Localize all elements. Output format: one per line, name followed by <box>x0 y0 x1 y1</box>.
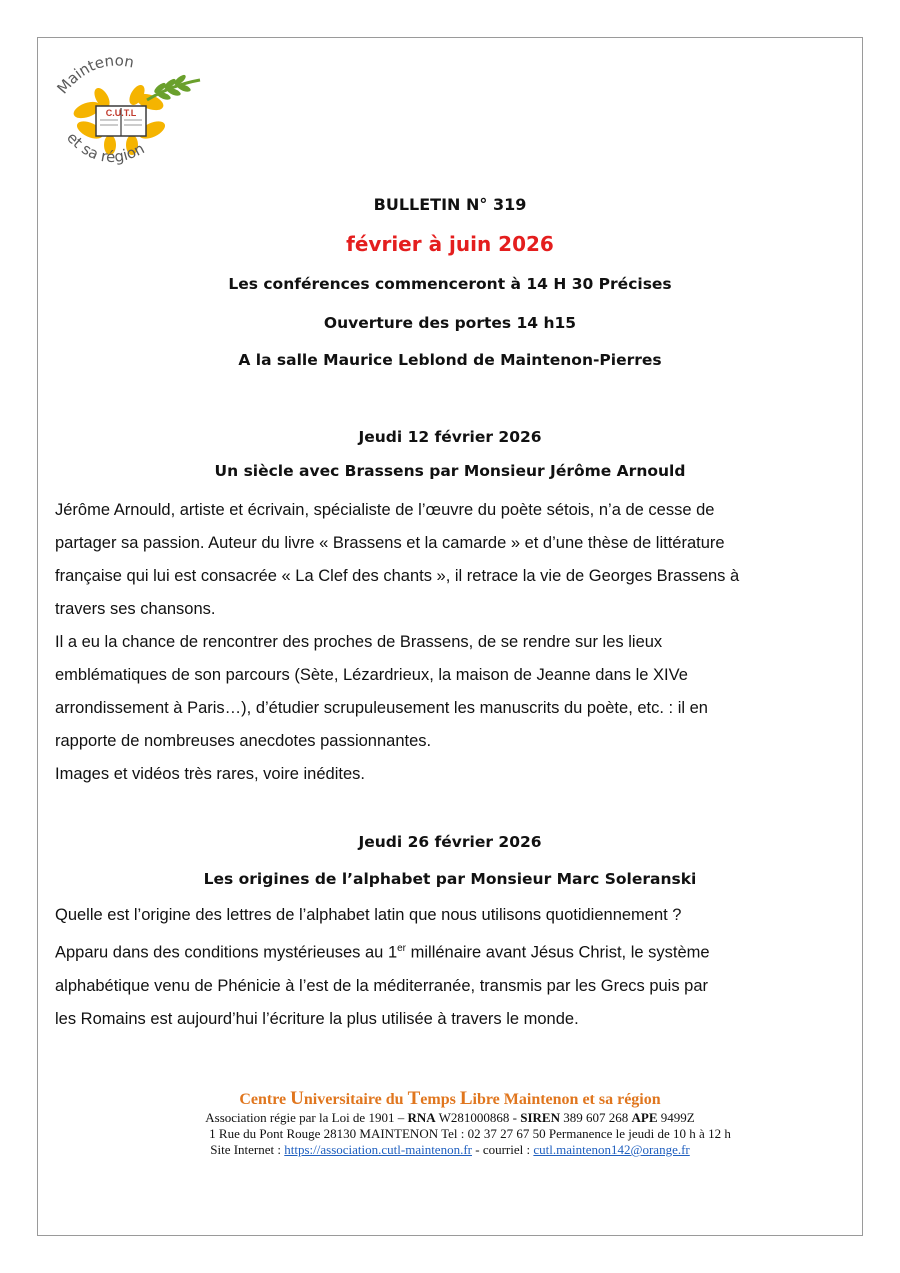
logo-top-text: Maintenon <box>53 51 136 98</box>
event-1-line: Il a eu la chance de rencontrer des proches de Brassens, de se rendre sur les lieux <box>55 633 663 651</box>
event-2-date: Jeudi 26 février 2026 <box>358 833 542 851</box>
event-2-line <box>55 932 845 970</box>
footer-title-part: niversitaire du <box>303 1091 408 1108</box>
event-2-line: Quelle est l’origine des lettres de l’alphabet latin que nous utilisons quotidiennement ? <box>55 906 682 924</box>
footer-title-part: ibre Maintenon et sa région <box>472 1091 661 1108</box>
event-1-line: Images et vidéos très rares, voire inédites. <box>55 765 365 783</box>
footer-organization-name <box>0 1088 900 1110</box>
footer-text: - courriel : <box>472 1142 534 1157</box>
event-1-line: travers ses chansons. <box>55 600 216 618</box>
event-1-line: française qui lui est consacrée « La Clef des chants », il retrace la vie de Georges Brassens à <box>55 567 740 585</box>
website-link[interactable]: https://association.cutl-maintenon.fr <box>284 1142 472 1157</box>
footer-text: Site Internet : <box>210 1142 285 1157</box>
book-icon <box>96 106 146 136</box>
siren-label: SIREN <box>520 1110 560 1125</box>
footer-address-line: 1 Rue du Pont Rouge 28130 MAINTENON Tel : 02 37 27 67 50 Permanence le jeudi de 10 h à 12 h <box>209 1126 731 1141</box>
rna-value: W281000868 - <box>435 1110 521 1125</box>
logo-book-label: C.U.T.L <box>105 108 137 118</box>
event-1-title: Un siècle avec Brassens par Monsieur Jérôme Arnould <box>214 462 686 480</box>
event-1-date: Jeudi 12 février 2026 <box>358 428 542 446</box>
logo-bottom-text: et sa région <box>63 128 148 167</box>
ape-value: 9499Z <box>657 1110 695 1125</box>
leaf-icon <box>147 73 200 101</box>
footer-title-initial: L <box>459 1088 473 1109</box>
cutl-logo <box>52 50 202 175</box>
event-2-line: les Romains est aujourd’hui l’écriture la plus utilisée à travers le monde. <box>55 1009 579 1028</box>
event-2-line-part: Apparu dans des conditions mystérieuses au 1 <box>55 943 398 962</box>
bulletin-period: février à juin 2026 <box>346 232 554 256</box>
footer-title-part: emps <box>420 1091 460 1108</box>
event-2-title: Les origines de l’alphabet par Monsieur Marc Soleranski <box>203 870 697 888</box>
email-link[interactable]: cutl.maintenon142@orange.fr <box>533 1142 690 1157</box>
footer-text: Association régie par la Loi de 1901 – <box>205 1110 408 1125</box>
venue-note: A la salle Maurice Leblond de Maintenon-Pierres <box>238 351 662 369</box>
event-2-line: alphabétique venu de Phénicie à l’est de la méditerranée, transmis par les Grecs puis par <box>55 976 709 995</box>
event-1-line: arrondissement à Paris…), d’étudier scrupuleusement les manuscrits du poète, etc. : il en <box>55 699 708 717</box>
event-2-description <box>55 899 845 1036</box>
event-1-line: rapporte de nombreuses anecdotes passionnantes. <box>55 732 432 750</box>
ape-label: APE <box>631 1110 658 1125</box>
rna-label: RNA <box>407 1110 436 1125</box>
footer-title-part: Centre <box>239 1091 291 1108</box>
door-opening-note: Ouverture des portes 14 h15 <box>323 314 577 332</box>
event-1-line: partager sa passion. Auteur du livre « Brassens et la camarde » et d’une thèse de littérature <box>55 534 725 552</box>
ordinal-superscript: er <box>397 943 407 954</box>
footer-legal-line <box>0 1110 900 1126</box>
footer-title-initial: U <box>290 1088 304 1109</box>
event-2-line-part: millénaire avant Jésus Christ, le système <box>406 943 710 962</box>
footer-contact-line <box>0 1142 900 1158</box>
bulletin-number: BULLETIN N° 319 <box>373 195 527 214</box>
event-1-line: emblématiques de son parcours (Sète, Lézardrieux, la maison de Jeanne dans le XIVe <box>55 666 688 684</box>
event-1-line: Jérôme Arnould, artiste et écrivain, spécialiste de l’œuvre du poète sétois, n’a de cesse de <box>55 501 715 519</box>
event-1-description <box>55 494 845 791</box>
siren-value: 389 607 268 <box>560 1110 632 1125</box>
footer-title-initial: T <box>407 1088 421 1109</box>
start-time-note: Les conférences commenceront à 14 H 30 Précises <box>228 275 672 293</box>
